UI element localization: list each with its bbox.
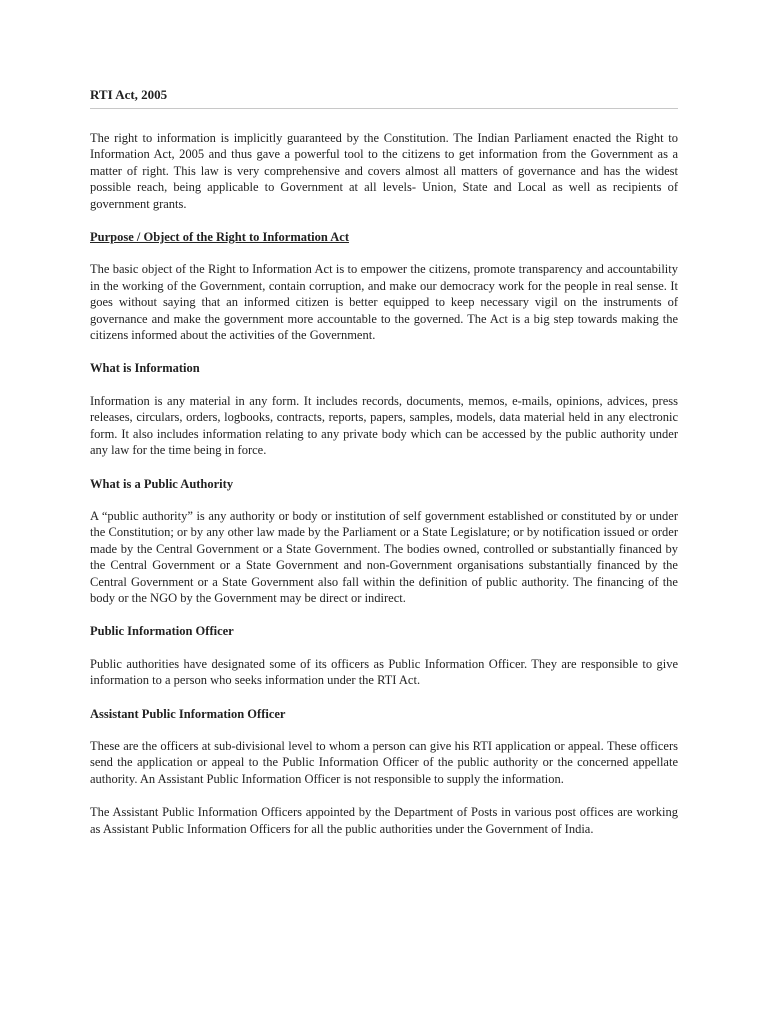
information-paragraph: Information is any material in any form. It includes records, documents, memos, e-mails, opinions, advices, press releases, circulars, orders, logbooks, contracts, reports, papers, samples, models, data material held in any electronic form. It also includes information relating to any private body which can be accessed by the public authority under any law for the time being in force. (90, 393, 678, 458)
section-heading-information: What is Information (90, 361, 200, 376)
pio-paragraph: Public authorities have designated some of its officers as Public Information Officer. They are responsible to give information to a person who seeks information under the RTI Act. (90, 656, 678, 688)
public-authority-paragraph: A “public authority” is any authority or body or institution of self government established or constituted by or under the Constitution; or by any other law made by the Parliament or a State Legislature; or by notification issued or order made by the Central Government or a State Government. The bodies owned, controlled or substantially financed by the Central Government or a State Government and non-Government organisations substantially financed by the Central Government or a State Government also fall within the definition of public authority. The financing of the body or the NGO by the Government may be direct or indirect. (90, 508, 678, 605)
purpose-paragraph: The basic object of the Right to Information Act is to empower the citizens, promote transparency and accountability in the working of the Government, contain corruption, and make our democracy work for the people in real sense. It goes without saying that an informed citizen is better equipped to keep necessary vigil on the instruments of governance and make the government more accountable to the governed. The Act is a big step towards making the citizens informed about the activities of the Government. (90, 262, 678, 343)
intro-paragraph: The right to information is implicitly guaranteed by the Constitution. The Indian Parliament enacted the Right to Information Act, 2005 and thus gave a powerful tool to the citizens to get information from the Government as a matter of right. This law is very comprehensive and covers almost all matters of governance and has the widest possible reach, being applicable to Government at all levels- Union, State and Local as well as recipients of government grants. (90, 131, 678, 211)
section-heading-pio: Public Information Officer (90, 624, 234, 639)
apio-paragraph-2: The Assistant Public Information Officers appointed by the Department of Posts in various post offices are working as Assistant Public Information Officers for all the public authorities under the Government of India. (90, 805, 678, 836)
section-heading-purpose: Purpose / Object of the Right to Information Act (90, 230, 349, 245)
section-heading-public-authority: What is a Public Authority (90, 476, 234, 491)
apio-paragraph-1: These are the officers at sub-divisional level to whom a person can give his RTI application or appeal. These officers send the application or appeal to the Public Information Officer of the public authority or the concerned appellate authority. An Assistant Public Information Officer is not responsible to supply the information. (90, 738, 678, 786)
section-heading-apio: Assistant Public Information Officer (90, 706, 286, 721)
document-page (90, 86, 678, 854)
document-title: RTI Act, 2005 (90, 86, 678, 109)
